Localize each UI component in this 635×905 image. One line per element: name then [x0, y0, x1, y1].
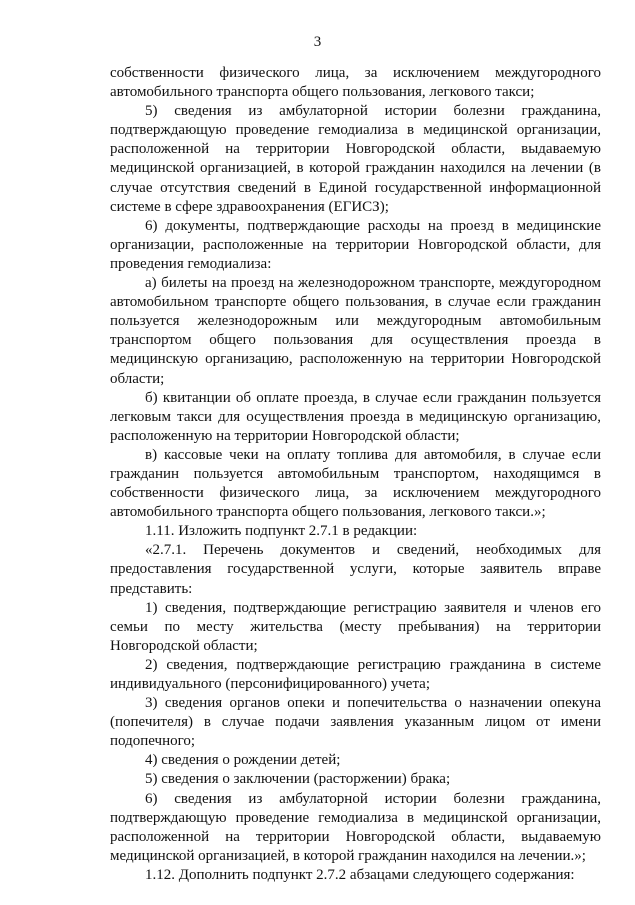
page-number: 3	[313, 34, 322, 50]
paragraph-list-item-2: 2) сведения, подтверждающие регистрацию гражданина в системе индивидуального (персонифицированного) учета;	[110, 656, 601, 692]
document-body	[110, 64, 601, 885]
paragraph-list-item-6: 6) сведения из амбулаторной истории болезни гражданина, подтверждающую проведение гемодиализа в медицинской организации, расположенной на территории Новгородской области, выдаваемую медицинской организацией, в которой гражданин находился на лечении.»;	[110, 790, 601, 864]
paragraph-list-item-3: 3) сведения органов опеки и попечительства о назначении опекуна (попечителя) в случае подачи заявления указанным лицом от имени подопечного;	[110, 695, 601, 750]
paragraph-clause-1-11: 1.11. Изложить подпункт 2.7.1 в редакции:	[145, 523, 418, 540]
paragraph-clause-1-12: 1.12. Дополнить подпункт 2.7.2 абзацами следующего содержания:	[145, 866, 575, 883]
paragraph-item-5-ambulatory: 5) сведения из амбулаторной истории болезни гражданина, подтверждающую проведение гемодиализа в медицинской организации, расположенной на территории Новгородской области, выдаваемую медицинской организацией, в которой гражданин находился на лечении (в случае отсутствия сведений в Единой государственной информационной системе в сфере здравоохранения (ЕГИСЗ);	[110, 103, 601, 215]
paragraph-subitem-a-tickets: а) билеты на проезд на железнодорожном транспорте, междугородном автомобильном транспорте общего пользования, в случае если гражданин пользуется железнодорожным или междугородным автомобильным транспортом общего пользования для осуществления проезда в медицинскую организацию, расположенную на территории Новгородской области;	[110, 275, 601, 387]
paragraph-list-item-4: 4) сведения о рождении детей;	[145, 752, 341, 769]
paragraph-clause-2-7-1: «2.7.1. Перечень документов и сведений, необходимых для предоставления государственной услуги, которые заявитель вправе представить:	[110, 542, 601, 597]
paragraph-item-6-travel-documents: 6) документы, подтверждающие расходы на проезд в медицинские организации, расположенные на территории Новгородской области, для проведения гемодиализа:	[110, 217, 601, 272]
paragraph-list-item-5: 5) сведения о заключении (расторжении) брака;	[145, 771, 451, 788]
paragraph-continuation: собственности физического лица, за исключением междугородного автомобильного транспорта общего пользования, легкового такси;	[110, 65, 601, 101]
paragraph-subitem-v-fuel-checks: в) кассовые чеки на оплату топлива для автомобиля, в случае если гражданин пользуется автомобильным транспортом, находящимся в собственности физического лица, за исключением междугородного автомобильного транспорта общего пользования, легкового такси.»;	[110, 446, 601, 521]
paragraph-subitem-b-receipts: б) квитанции об оплате проезда, в случае если гражданин пользуется легковым такси для осуществления проезда в медицинскую организацию, расположенную на территории Новгородской области;	[110, 389, 601, 444]
paragraph-list-item-1: 1) сведения, подтверждающие регистрацию заявителя и членов его семьи по месту жительства (месту пребывания) на территории Новгородской области;	[110, 599, 601, 654]
